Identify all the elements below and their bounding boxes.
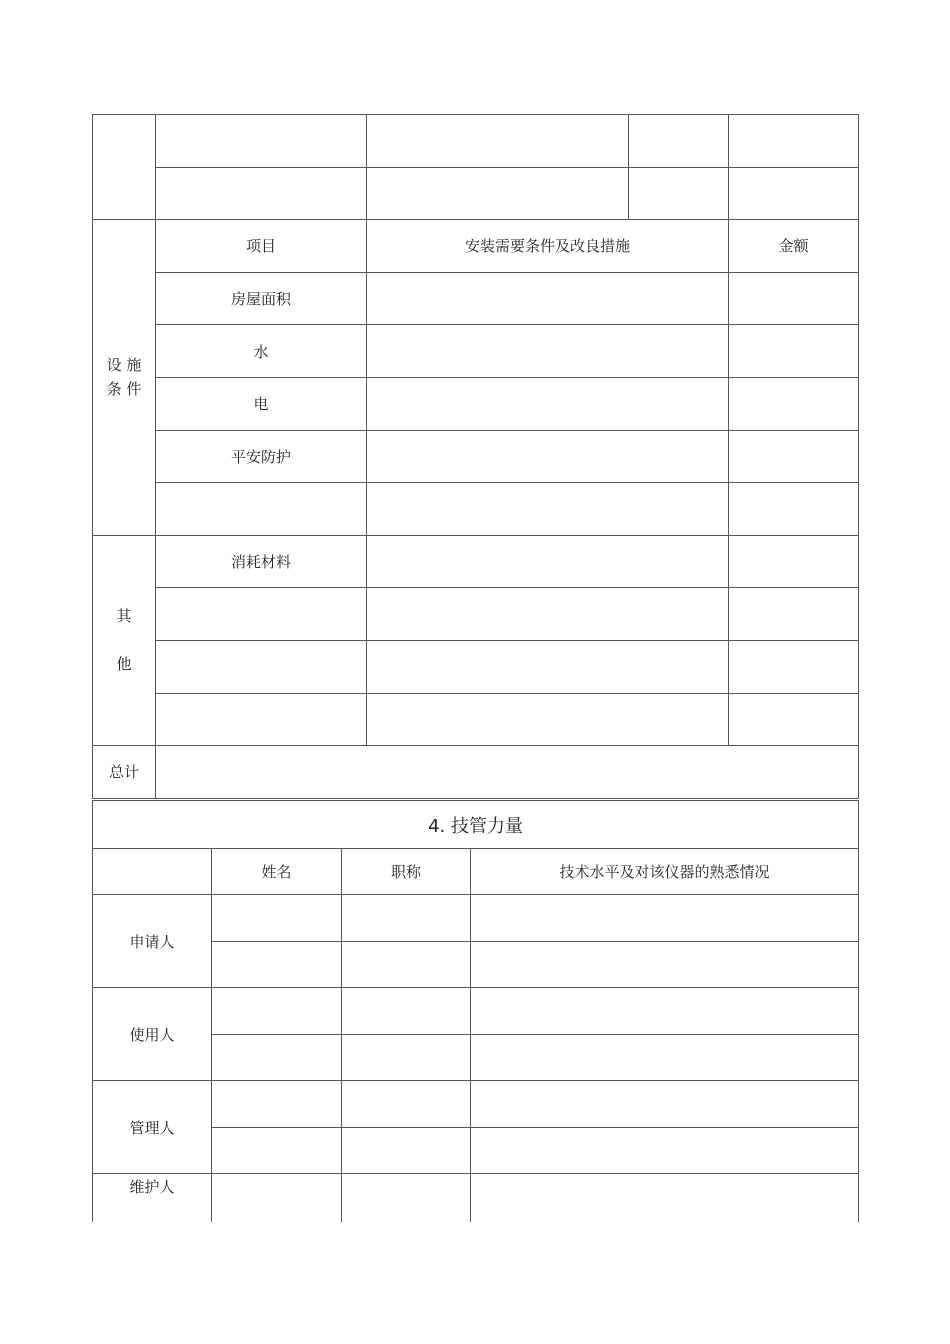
table-row — [93, 483, 859, 536]
facility-label-line1: 设 施 — [106, 356, 142, 375]
amount-cell[interactable] — [729, 377, 859, 430]
title-cell[interactable] — [342, 895, 471, 942]
role-label: 申请人 — [93, 895, 212, 988]
table-header-row — [93, 849, 859, 895]
conditions-cell[interactable] — [367, 640, 729, 693]
facility-conditions-table — [92, 114, 859, 799]
table-row — [93, 430, 859, 483]
role-label: 维护人 — [93, 1174, 212, 1222]
total-value-cell[interactable] — [156, 746, 859, 799]
blank-label-cell — [93, 115, 156, 220]
title-cell[interactable] — [342, 1174, 471, 1222]
header-conditions: 安装需要条件及改良措施 — [367, 220, 729, 273]
name-cell[interactable] — [212, 1081, 342, 1128]
conditions-cell[interactable] — [367, 325, 729, 378]
skill-cell[interactable] — [471, 1081, 859, 1128]
amount-cell[interactable] — [729, 272, 859, 325]
table-row — [93, 535, 859, 588]
title-cell[interactable] — [342, 941, 471, 988]
skill-cell[interactable] — [471, 941, 859, 988]
other-label-line1: 其 — [116, 607, 132, 626]
header-name: 姓名 — [212, 849, 342, 895]
other-item-label: 消耗材料 — [156, 535, 367, 588]
facility-item-label: 电 — [156, 377, 367, 430]
conditions-cell[interactable] — [367, 272, 729, 325]
table-row — [93, 325, 859, 378]
skill-cell[interactable] — [471, 1034, 859, 1081]
name-cell[interactable] — [212, 988, 342, 1035]
skill-cell[interactable] — [471, 1127, 859, 1174]
header-amount: 金额 — [729, 220, 859, 273]
table-row — [93, 167, 859, 220]
technical-staff-table — [92, 800, 859, 1222]
table-row — [93, 272, 859, 325]
table-cell[interactable] — [629, 115, 729, 168]
table-row — [93, 693, 859, 746]
section-title: 4. 技管力量 — [93, 801, 859, 849]
amount-cell[interactable] — [729, 535, 859, 588]
amount-cell[interactable] — [729, 588, 859, 641]
role-label: 使用人 — [93, 988, 212, 1081]
table-row — [93, 640, 859, 693]
name-cell[interactable] — [212, 941, 342, 988]
other-label-line2: 他 — [116, 655, 132, 674]
table-row — [93, 377, 859, 430]
table-row — [93, 1081, 859, 1128]
title-cell[interactable] — [342, 988, 471, 1035]
conditions-cell[interactable] — [367, 535, 729, 588]
table-cell[interactable] — [729, 167, 859, 220]
amount-cell[interactable] — [729, 640, 859, 693]
header-blank — [93, 849, 212, 895]
table-cell[interactable] — [156, 115, 367, 168]
table-header-row — [93, 220, 859, 273]
name-cell[interactable] — [212, 1174, 342, 1222]
total-label: 总计 — [93, 746, 156, 799]
skill-cell[interactable] — [471, 1174, 859, 1222]
title-cell[interactable] — [342, 1081, 471, 1128]
table-cell[interactable] — [156, 167, 367, 220]
facility-item-label: 平安防护 — [156, 430, 367, 483]
table-row — [93, 115, 859, 168]
conditions-cell[interactable] — [367, 377, 729, 430]
table-cell[interactable] — [729, 115, 859, 168]
header-item: 项目 — [156, 220, 367, 273]
other-label — [93, 535, 156, 745]
header-title: 职称 — [342, 849, 471, 895]
table-cell[interactable] — [367, 115, 629, 168]
facility-conditions-label — [93, 220, 156, 536]
name-cell[interactable] — [212, 895, 342, 942]
table-row — [93, 988, 859, 1035]
amount-cell[interactable] — [729, 430, 859, 483]
facility-item-label[interactable] — [156, 483, 367, 536]
section-title-row — [93, 801, 859, 849]
conditions-cell[interactable] — [367, 483, 729, 536]
other-item-label[interactable] — [156, 588, 367, 641]
skill-cell[interactable] — [471, 895, 859, 942]
table-cell[interactable] — [367, 167, 629, 220]
conditions-cell[interactable] — [367, 693, 729, 746]
table-row — [93, 895, 859, 942]
other-item-label[interactable] — [156, 640, 367, 693]
facility-item-label: 房屋面积 — [156, 272, 367, 325]
conditions-cell[interactable] — [367, 430, 729, 483]
title-cell[interactable] — [342, 1127, 471, 1174]
title-cell[interactable] — [342, 1034, 471, 1081]
amount-cell[interactable] — [729, 693, 859, 746]
facility-item-label: 水 — [156, 325, 367, 378]
other-item-label[interactable] — [156, 693, 367, 746]
header-skill: 技术水平及对该仪器的熟悉情况 — [471, 849, 859, 895]
facility-label-line2: 条 件 — [106, 380, 142, 399]
amount-cell[interactable] — [729, 325, 859, 378]
table-row — [93, 746, 859, 799]
role-label: 管理人 — [93, 1081, 212, 1174]
name-cell[interactable] — [212, 1127, 342, 1174]
conditions-cell[interactable] — [367, 588, 729, 641]
amount-cell[interactable] — [729, 483, 859, 536]
table-row — [93, 1174, 859, 1222]
table-row — [93, 588, 859, 641]
table-cell[interactable] — [629, 167, 729, 220]
skill-cell[interactable] — [471, 988, 859, 1035]
name-cell[interactable] — [212, 1034, 342, 1081]
